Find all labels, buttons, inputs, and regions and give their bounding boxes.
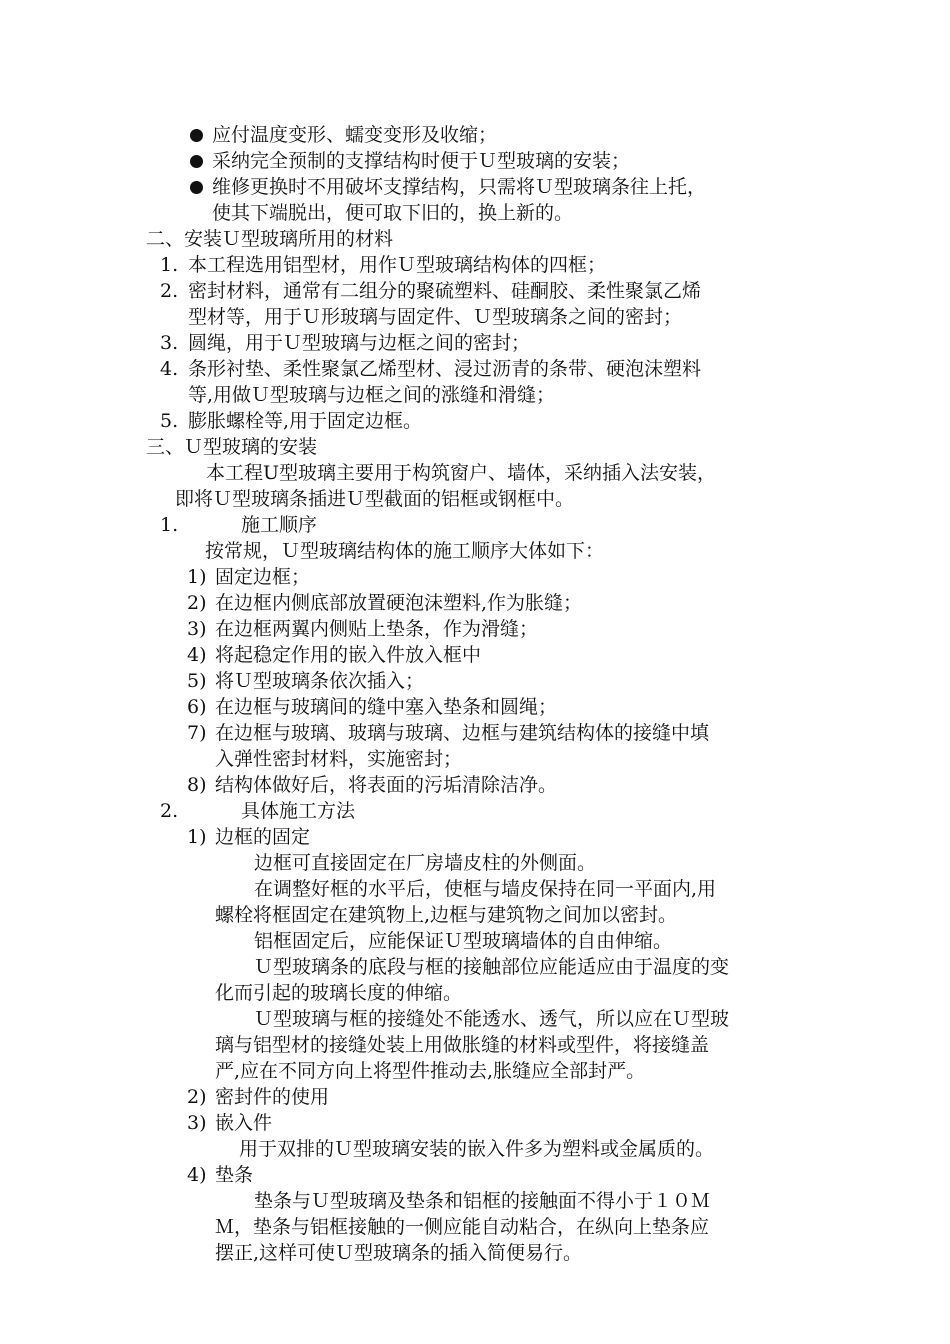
paragraph-line: 螺栓将框固定在建筑物上,边框与建筑物之间加以密封。 bbox=[215, 904, 678, 926]
list-item: 条形衬垫、柔性聚氯乙烯型材、浸过沥青的条带、硬泡沫塑料 bbox=[188, 358, 702, 380]
step-number: 1) bbox=[187, 566, 207, 588]
step-number: 3) bbox=[187, 1112, 207, 1134]
step-number: 6) bbox=[187, 696, 207, 718]
step-item: 固定边框； bbox=[215, 566, 311, 588]
subsection-heading: 施工顺序 bbox=[241, 514, 318, 536]
paragraph-line: 铝框固定后，应能保证Ｕ型玻璃墙体的自由伸缩。 bbox=[254, 930, 673, 952]
list-item: 本工程选用铝型材，用作Ｕ型玻璃结构体的四框； bbox=[188, 254, 607, 276]
subsection-number: 2. bbox=[160, 800, 179, 822]
section-heading: 三、Ｕ型玻璃的安装 bbox=[146, 436, 318, 458]
step-number: 3) bbox=[187, 618, 207, 640]
step-heading: 嵌入件 bbox=[215, 1112, 273, 1134]
step-heading: 垫条 bbox=[215, 1164, 254, 1186]
paragraph-line: 化而引起的玻璃长度的伸缩。 bbox=[215, 982, 463, 1004]
list-item-continuation: 型材等，用于Ｕ形玻璃与固定件、Ｕ型玻璃条之间的密封； bbox=[188, 306, 683, 328]
bullet-icon bbox=[190, 129, 203, 142]
step-item: 在边框与玻璃间的缝中塞入垫条和圆绳； bbox=[215, 696, 558, 718]
step-heading: 密封件的使用 bbox=[215, 1086, 330, 1108]
list-number: 3. bbox=[160, 332, 179, 354]
bullet-item: 应付温度变形、蠕变变形及收缩； bbox=[212, 124, 498, 146]
paragraph-line: Ｕ型玻璃与框的接缝处不能透水、透气，所以应在Ｕ型玻 bbox=[254, 1008, 730, 1030]
step-number: 8) bbox=[187, 774, 207, 796]
step-item: 在边框与玻璃、玻璃与玻璃、边框与建筑结构体的接缝中填 bbox=[215, 722, 710, 744]
paragraph-line: 璃与铝型材的接缝处装上用做胀缝的材料或型件，将接缝盖 bbox=[215, 1034, 710, 1056]
list-item: 圆绳，用于Ｕ型玻璃与边框之间的密封； bbox=[188, 332, 531, 354]
list-item-continuation: 等,用做Ｕ型玻璃与边框之间的涨缝和滑缝； bbox=[188, 384, 556, 406]
list-number: 1. bbox=[160, 254, 179, 276]
paragraph-line: 本工程U型玻璃主要用于构筑窗户、墙体，采纳插入法安装， bbox=[206, 462, 717, 484]
list-number: 2. bbox=[160, 280, 179, 302]
paragraph-line: Ｍ，垫条与铝框接触的一侧应能自动粘合，在纵向上垫条应 bbox=[215, 1216, 710, 1238]
step-heading: 边框的固定 bbox=[215, 826, 311, 848]
step-number: 4) bbox=[187, 1164, 207, 1186]
step-number: 4) bbox=[187, 644, 207, 666]
section-heading: 二、安装Ｕ型玻璃所用的材料 bbox=[146, 228, 394, 250]
subsection-heading: 具体施工方法 bbox=[241, 800, 356, 822]
bullet-item: 维修更换时不用破坏支撑结构，只需将Ｕ型玻璃条往上托， bbox=[212, 176, 707, 198]
step-number: 7) bbox=[187, 722, 207, 744]
paragraph-line: 摆正,这样可使Ｕ型玻璃条的插入简便易行。 bbox=[215, 1242, 583, 1264]
bullet-item-continuation: 使其下端脱出，便可取下旧的，换上新的。 bbox=[212, 202, 574, 224]
list-item: 密封材料，通常有二组分的聚硫塑料、硅酮胶、柔性聚氯乙烯 bbox=[188, 280, 702, 302]
step-item: 在边框两翼内侧贴上垫条，作为滑缝； bbox=[215, 618, 539, 640]
paragraph-line: 垫条与Ｕ型玻璃及垫条和铝框的接触面不得小于１０Ｍ bbox=[254, 1190, 711, 1212]
step-item: 结构体做好后，将表面的污垢清除洁净。 bbox=[215, 774, 558, 796]
step-number: 5) bbox=[187, 670, 207, 692]
list-item: 膨胀螺栓等,用于固定边框。 bbox=[188, 410, 423, 432]
step-number: 2) bbox=[187, 1086, 207, 1108]
list-number: 5. bbox=[160, 410, 179, 432]
paragraph-line: 用于双排的Ｕ型玻璃安装的嵌入件多为塑料或金属质的。 bbox=[239, 1138, 715, 1160]
paragraph-line: Ｕ型玻璃条的底段与框的接触部位应能适应由于温度的变 bbox=[254, 956, 730, 978]
list-number: 4. bbox=[160, 358, 179, 380]
paragraph-line: 边框可直接固定在厂房墙皮柱的外侧面。 bbox=[254, 852, 597, 874]
subsection-number: 1. bbox=[160, 514, 179, 536]
paragraph-line: 即将Ｕ型玻璃条插进Ｕ型截面的铝框或钢框中。 bbox=[175, 488, 575, 510]
step-number: 2) bbox=[187, 592, 207, 614]
step-item: 将起稳定作用的嵌入件放入框中 bbox=[215, 644, 482, 666]
bullet-icon bbox=[190, 181, 203, 194]
paragraph-line: 按常规，Ｕ型玻璃结构体的施工顺序大体如下： bbox=[205, 540, 605, 562]
step-number: 1) bbox=[187, 826, 207, 848]
bullet-item: 采纳完全预制的支撑结构时便于Ｕ型玻璃的安装； bbox=[212, 150, 631, 172]
step-item: 在边框内侧底部放置硬泡沫塑料,作为胀缝； bbox=[215, 592, 583, 614]
step-item: 将Ｕ型玻璃条依次插入； bbox=[215, 670, 425, 692]
step-item-continuation: 入弹性密封材料，实施密封； bbox=[215, 748, 463, 770]
paragraph-line: 严,应在不同方向上将型件推动去,胀缝应全部封严。 bbox=[215, 1060, 646, 1082]
paragraph-line: 在调整好框的水平后，使框与墙皮保持在同一平面内,用 bbox=[254, 878, 717, 900]
bullet-icon bbox=[190, 155, 203, 168]
